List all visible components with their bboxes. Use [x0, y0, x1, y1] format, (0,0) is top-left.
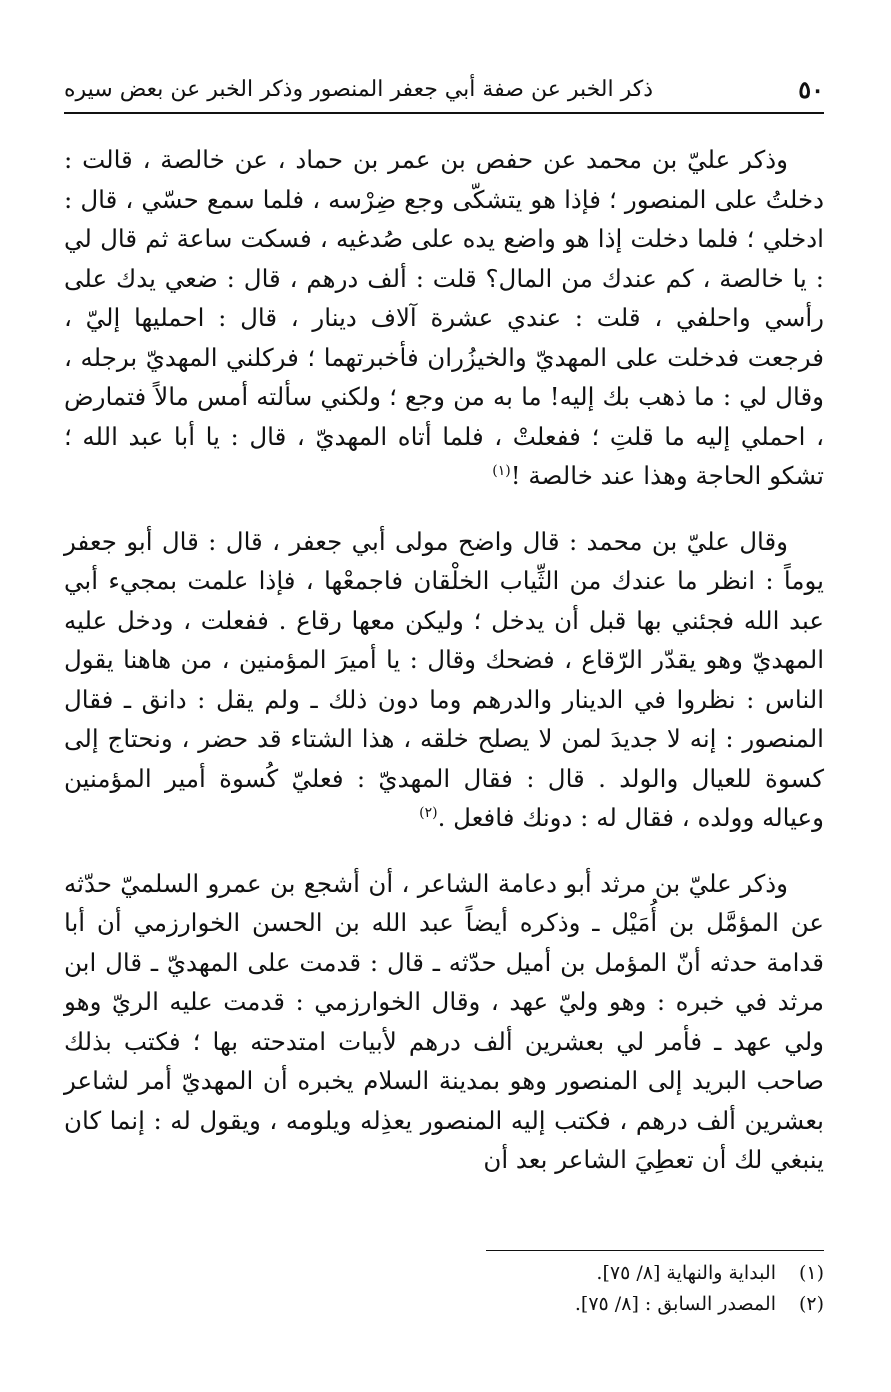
- footnote-ref-2: (٢): [419, 804, 438, 821]
- paragraph-3: [64, 864, 824, 1180]
- page-number: ٥٠: [798, 74, 824, 104]
- footnote-number: (١): [798, 1262, 824, 1284]
- footnote-rule: [486, 1250, 824, 1251]
- header-rule: [64, 112, 824, 114]
- running-title: ذكر الخبر عن صفة أبي جعفر المنصور وذكر الخبر عن بعض سيره: [64, 76, 654, 102]
- main-text: [64, 140, 824, 1206]
- footnote-2: [64, 1289, 824, 1320]
- footnote-ref-1: (١): [492, 462, 511, 479]
- paragraph-3-text: وذكر عليّ بن مرثد أبو دعامة الشاعر ، أن أشجع بن عمرو السلميّ حدّثه عن المؤمَّل بن أُمَيْل ـ وذكره أيضاً عبد الله بن الحسن الخوارزمي أن أبا قدامة حدثه أنّ المؤمل بن أميل حدّثه ـ قال : قدمت على المهديّ ـ قال ابن مرثد في خبره : وهو وليّ عهد ، وقال الخوارزمي : قدمت عليه الريّ وهو ولي عهد ـ فأمر لي بعشرين ألف درهم لأبيات امتدحته بها ؛ فكتب بذلك صاحب البريد إلى المنصور وهو بمدينة السلام يخبره أن المهديّ أمر لشاعر بعشرين ألف درهم ، فكتب إليه المنصور يعذِله ويلومه ، ويقول له : إنما كان ينبغي لك أن تعطِيَ الشاعر بعد أن: [64, 868, 824, 1174]
- paragraph-2: [64, 522, 824, 838]
- paragraph-2-text: وقال عليّ بن محمد : قال واضح مولى أبي جعفر ، قال : قال أبو جعفر يوماً : انظر ما عندك من الثِّياب الخلْقان فاجمعْها ، فإذا علمت بمجيء أبي عبد الله فجئني بها قبل أن يدخل ؛ وليكن معها رقاع . ففعلت ، ودخل عليه المهديّ وهو يقدّر الرّقاع ، فضحك وقال : يا أميرَ المؤمنين ، من هاهنا يقول الناس : نظروا في الدينار والدرهم وما دون ذلك ـ ولم يقل : دانق ـ فقال المنصور : إنه لا جديدَ لمن لا يصلح خلقه ، هذا الشتاء قد حضر ، ونحتاج إلى كسوة للعيال والولد . قال : فقال المهديّ : فعليّ كُسوة أمير المؤمنين وعياله وولده ، فقال له : دونك فافعل .: [64, 526, 824, 832]
- running-header: [64, 68, 824, 110]
- footnote-1: [64, 1258, 824, 1289]
- footnote-text: المصدر السابق : [٨/ ٧٥].: [574, 1293, 776, 1315]
- footnotes: [64, 1258, 824, 1320]
- paragraph-1: [64, 140, 824, 496]
- paragraph-1-text: وذكر عليّ بن محمد عن حفص بن عمر بن حماد ، عن خالصة ، قالت : دخلتُ على المنصور ؛ فإذا هو يتشكّى وجع ضِرْسه ، فلما سمع حسّي ، قال : ادخلي ؛ فلما دخلت إذا هو واضع يده على صُدغيه ، فسكت ساعة ثم قال لي : يا خالصة ، كم عندك من المال؟ قلت : ألف درهم ، قال : ضعي يدك على رأسي واحلفي ، قلت : عندي عشرة آلاف دينار ، قال : احمليها إليّ ، فرجعت فدخلت على المهديّ والخيزُران فأخبرتهما ؛ فركلني المهديّ برجله ، وقال لي : ما ذهب بك إليه! ما به من وجع ؛ ولكني سألته أمس مالاً فتمارض ، احملي إليه ما قلتِ ؛ ففعلتْ ، فلما أتاه المهديّ ، قال : يا أبا عبد الله ؛ تشكو الحاجة وهذا عند خالصة !: [64, 145, 824, 490]
- footnote-text: البداية والنهاية [٨/ ٧٥].: [596, 1262, 776, 1284]
- footnote-number: (٢): [798, 1293, 824, 1315]
